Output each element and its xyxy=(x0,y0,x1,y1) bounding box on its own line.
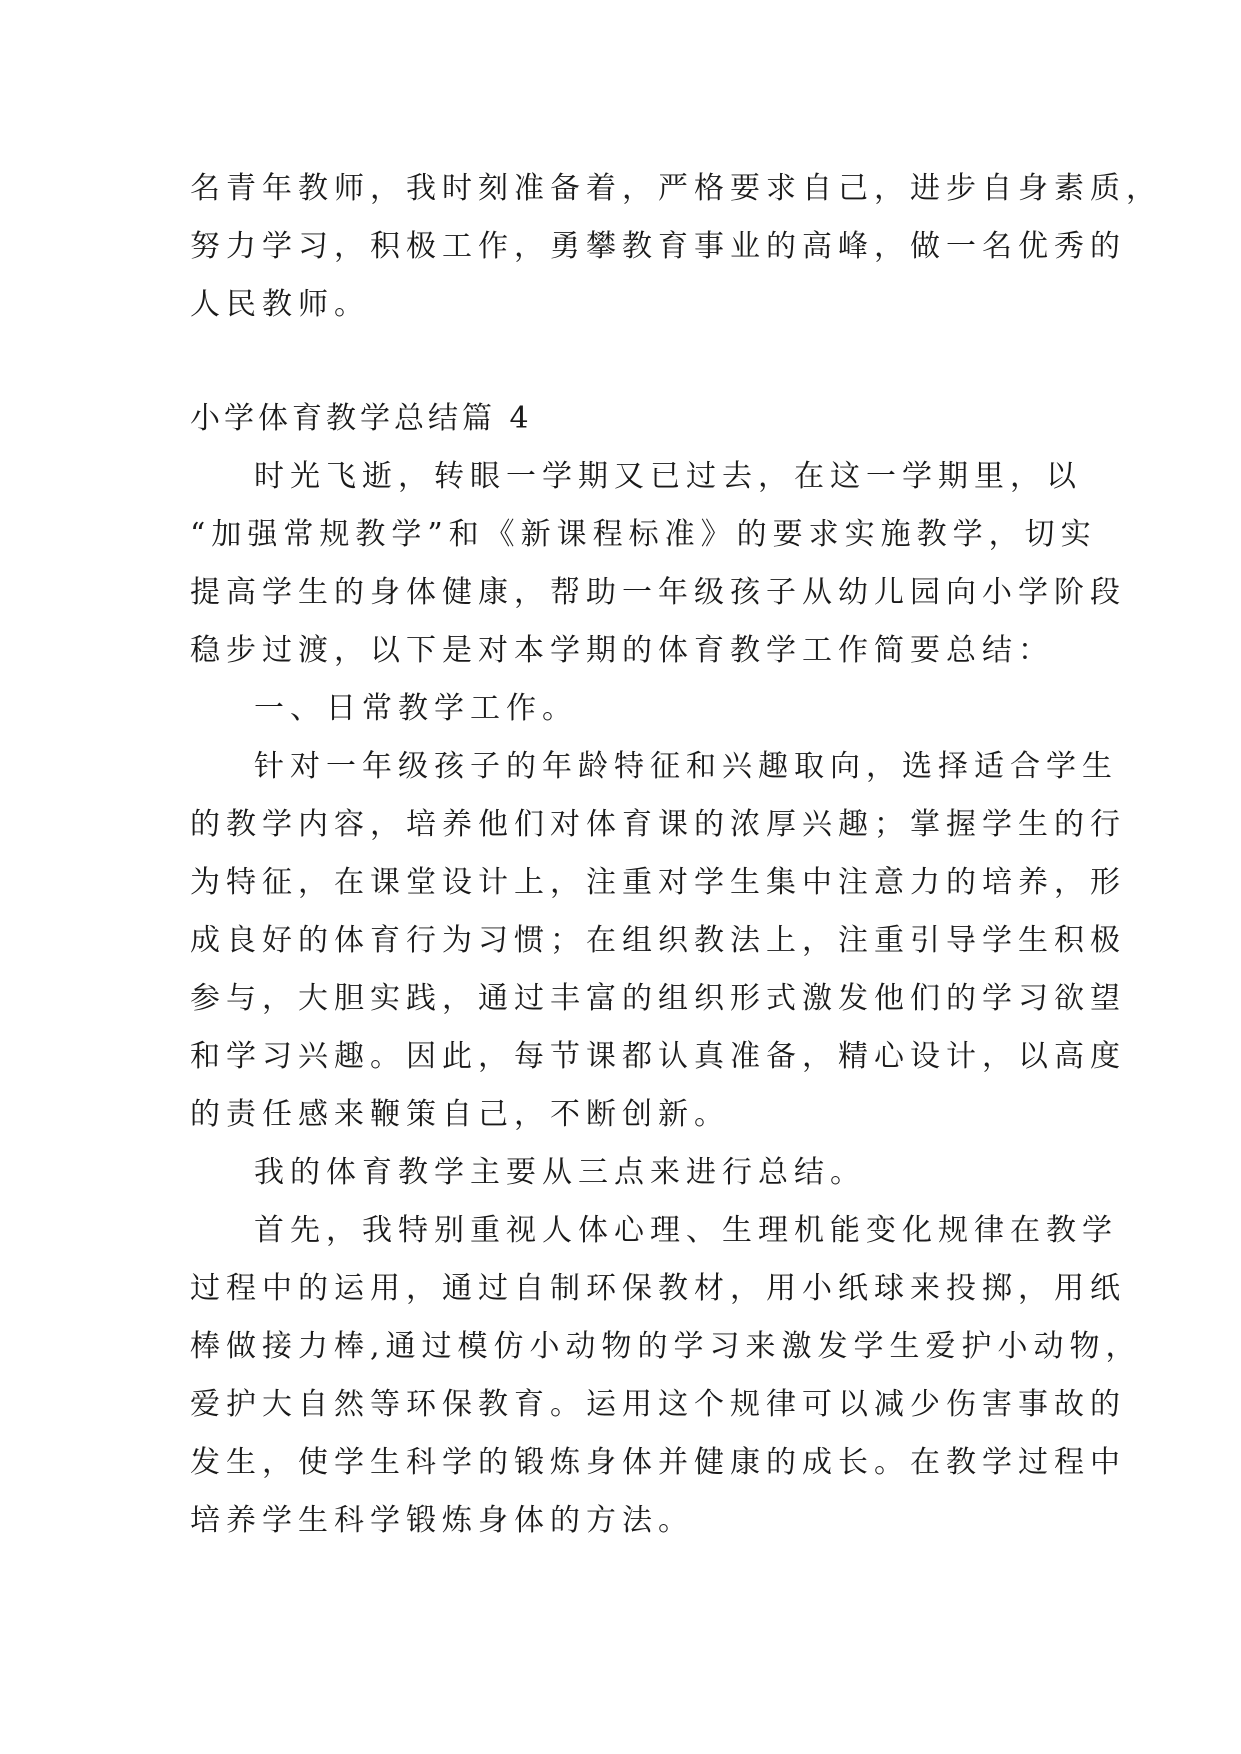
paragraph-1 xyxy=(190,448,1126,680)
text-line: 参与，大胆实践，通过丰富的组织形式激发他们的学习欲望 xyxy=(190,981,1126,1016)
text-line: 的责任感来鞭策自己，不断创新。 xyxy=(190,1097,730,1132)
section-heading: 小学体育教学总结篇 4 xyxy=(190,401,533,436)
text-line: 的教学内容，培养他们对体育课的浓厚兴趣；掌握学生的行 xyxy=(190,807,1126,842)
paragraph-2 xyxy=(190,738,1126,1144)
text-line: 时光飞逝，转眼一学期又已过去，在这一学期里，以 xyxy=(254,459,1082,494)
subheading-daily-teaching: 一、日常教学工作。 xyxy=(254,691,578,726)
text-line: 和学习兴趣。因此，每节课都认真准备，精心设计，以高度 xyxy=(190,1039,1126,1074)
text-line: 努力学习，积极工作，勇攀教育事业的高峰，做一名优秀的 xyxy=(190,229,1126,264)
paragraph-3 xyxy=(190,1144,1050,1202)
section-body xyxy=(190,390,1142,1550)
text-line: 成良好的体育行为习惯；在组织教法上，注重引导学生积极 xyxy=(190,923,1126,958)
text-line: 首先，我特别重视人体心理、生理机能变化规律在教学 xyxy=(254,1213,1118,1248)
text-line: 为特征，在课堂设计上，注重对学生集中注意力的培养，形 xyxy=(190,865,1126,900)
text-line: 过程中的运用，通过自制环保教材，用小纸球来投掷，用纸 xyxy=(190,1271,1126,1306)
text-line: “加强常规教学”和《新课程标准》的要求实施教学，切实 xyxy=(190,517,1097,552)
text-line: 爱护大自然等环保教育。运用这个规律可以减少伤害事故的 xyxy=(190,1387,1126,1422)
text-line: 稳步过渡，以下是对本学期的体育教学工作简要总结： xyxy=(190,633,1054,668)
text-line: 培养学生科学锻炼身体的方法。 xyxy=(190,1503,694,1538)
text-line: 名青年教师，我时刻准备着，严格要求自己，进步自身素质， xyxy=(190,171,1162,206)
text-line: 我的体育教学主要从三点来进行总结。 xyxy=(254,1155,866,1190)
text-line: 人民教师。 xyxy=(190,287,370,322)
intro-paragraph xyxy=(190,160,1162,334)
text-line: 棒做接力棒,通过模仿小动物的学习来激发学生爱护小动物， xyxy=(190,1329,1142,1364)
text-line: 针对一年级孩子的年龄特征和兴趣取向，选择适合学生 xyxy=(254,749,1118,784)
text-line: 提高学生的身体健康，帮助一年级孩子从幼儿园向小学阶段 xyxy=(190,575,1126,610)
paragraph-4 xyxy=(190,1202,1142,1550)
text-line: 发生，使学生科学的锻炼身体并健康的成长。在教学过程中 xyxy=(190,1445,1126,1480)
